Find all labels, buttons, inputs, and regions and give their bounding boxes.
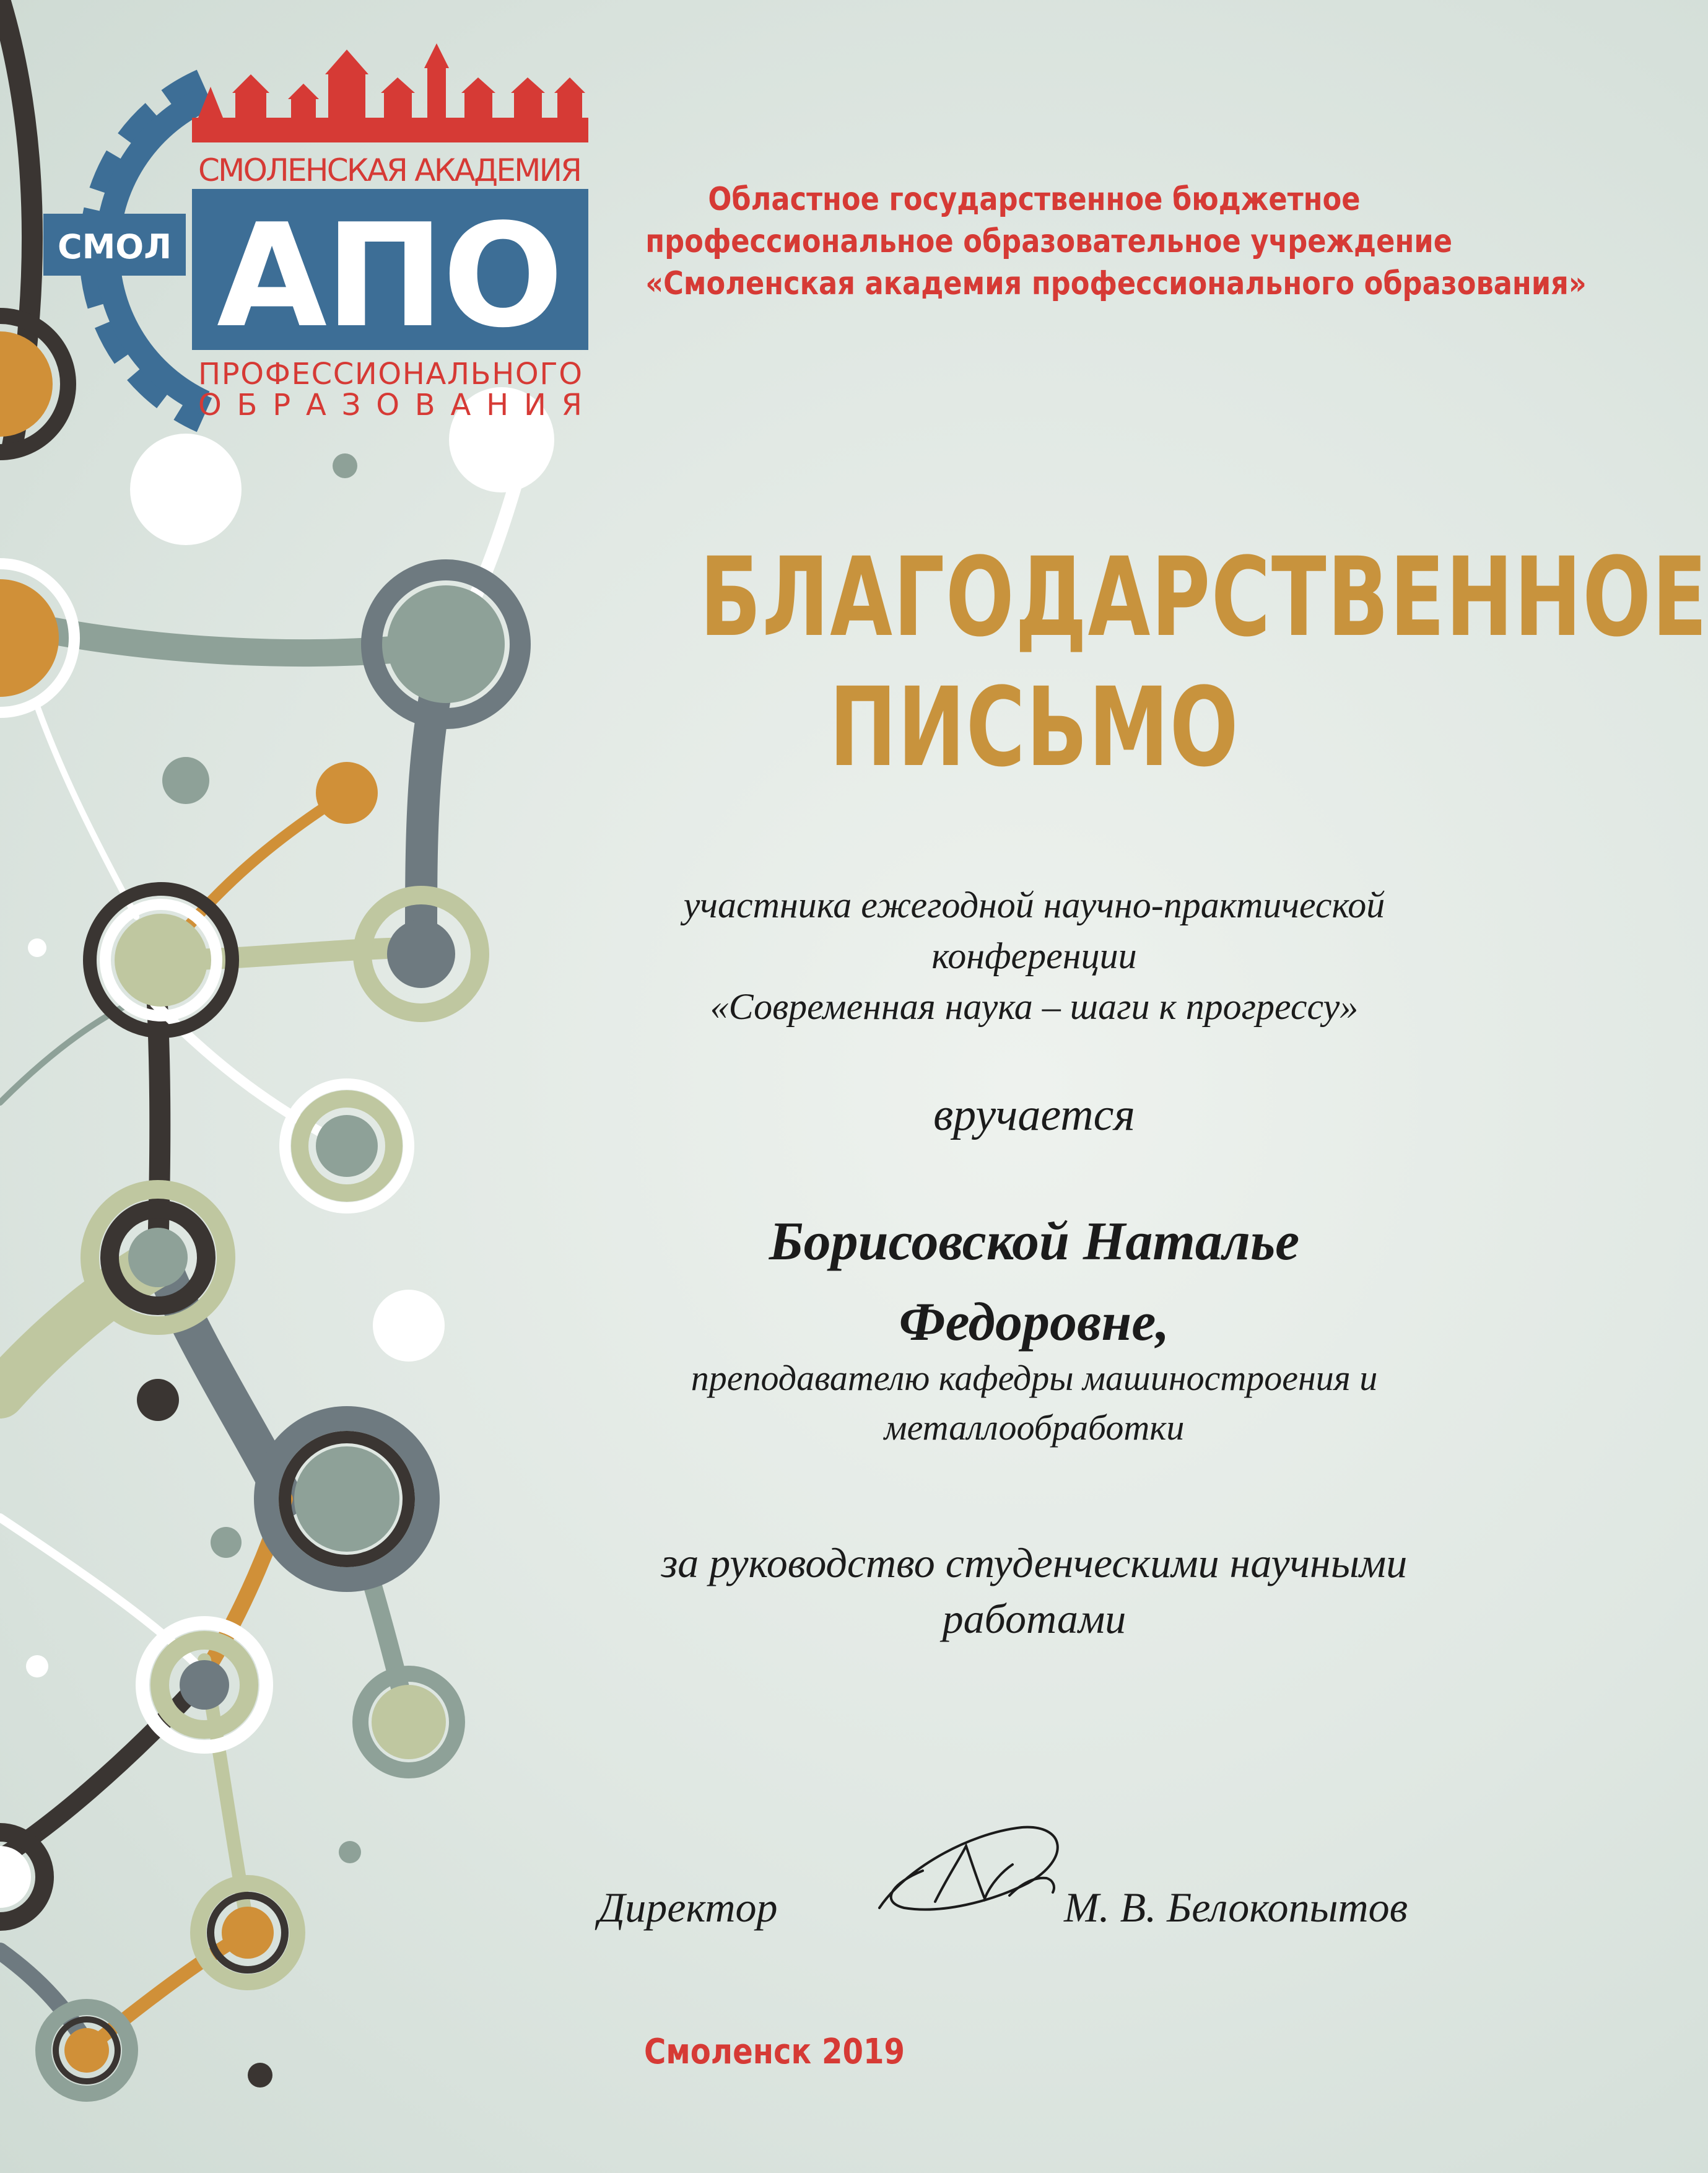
logo-small-text: СМОЛ <box>57 227 172 266</box>
position-line-2: металлообработки <box>884 1407 1185 1448</box>
awarded-text: вручается <box>933 1090 1135 1140</box>
position-line-1: преподавателю кафедры машиностроения и <box>691 1358 1378 1398</box>
city-year: Смоленск 2019 <box>644 2032 905 2072</box>
recipient-line-1: Борисовской Наталье <box>769 1212 1300 1272</box>
logo-line2: ПРОФЕССИОНАЛЬНОГО <box>198 357 582 391</box>
recipient-line-2: Федоровне, <box>899 1292 1170 1352</box>
letter-title <box>699 533 1708 793</box>
org-line-1: Областное государственное бюджетное <box>708 181 1361 218</box>
intro-line-1: участника ежегодной научно-практической <box>683 885 1385 925</box>
intro-line-2: конференции <box>931 935 1137 976</box>
intro-line-3: «Современная наука – шаги к прогрессу» <box>710 986 1359 1027</box>
organization-header <box>645 178 1587 305</box>
logo-top-text: СМОЛЕНСКАЯ АКАДЕМИЯ <box>198 152 582 188</box>
reason-line-1: за руководство студенческими научными <box>661 1539 1408 1586</box>
title-line-1: БЛАГОДАРСТВЕННОЕ <box>699 534 1708 661</box>
academy-logo <box>25 50 595 458</box>
signatory-name: М. В. Белокопытов <box>1064 1884 1408 1931</box>
intro-text <box>582 880 1486 1032</box>
signatory-title: Директор <box>598 1884 778 1931</box>
logo-big-text: АПО <box>217 194 564 359</box>
handwritten-signature <box>867 1809 1078 1933</box>
org-line-2: профессиональное образовательное учреждение <box>645 223 1453 260</box>
recipient-position <box>582 1353 1486 1453</box>
recipient-name <box>582 1202 1486 1363</box>
title-line-2: ПИСЬМО <box>829 664 1240 791</box>
award-reason <box>582 1535 1486 1646</box>
logo-line3: ОБРАЗОВАНИЯ <box>198 388 582 422</box>
org-line-3: «Смоленская академия профессионального образования» <box>645 265 1587 302</box>
reason-line-2: работами <box>942 1595 1126 1642</box>
